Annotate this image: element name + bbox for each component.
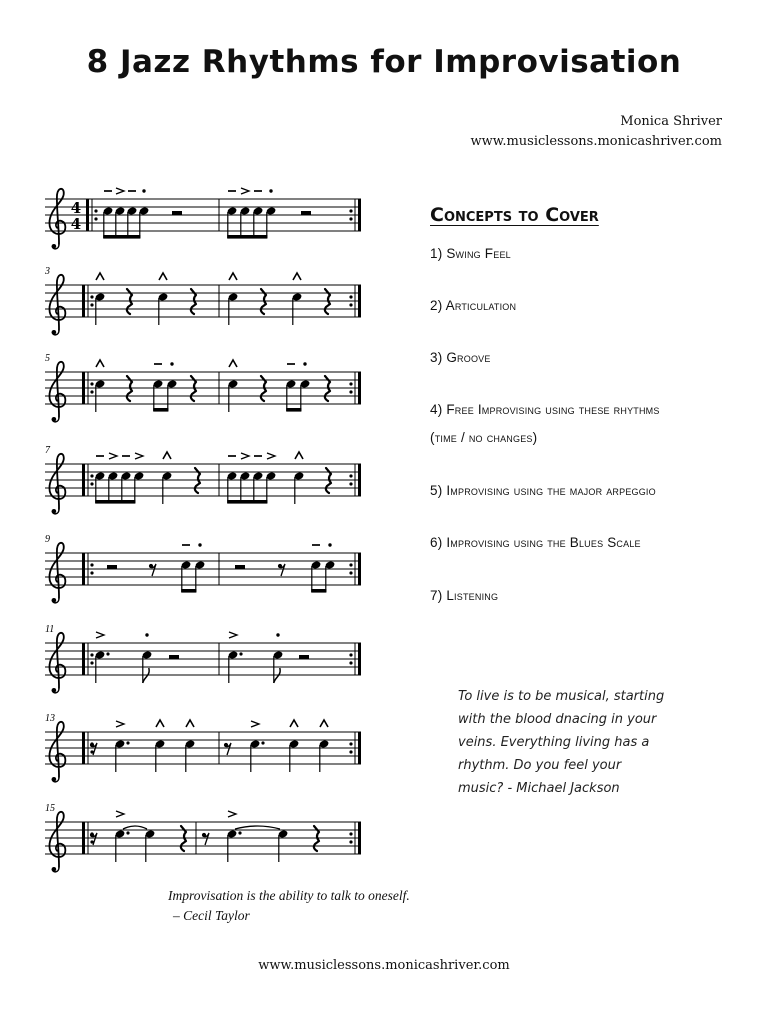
staccato-mark: [198, 543, 201, 546]
repeat-dot: [349, 209, 352, 212]
start-repeat-thick-bar: [82, 464, 85, 496]
end-repeat-thick-bar: [358, 372, 361, 404]
repeat-dot: [349, 742, 352, 745]
half-rest: [169, 655, 179, 659]
repeat-dot: [349, 832, 352, 835]
treble-clef-icon: [49, 454, 65, 514]
repeat-dot: [90, 390, 93, 393]
start-repeat-thick-bar: [82, 553, 85, 585]
cecil-taylor-quote: [168, 886, 410, 926]
treble-clef-body: [49, 362, 65, 417]
staccato-mark: [145, 633, 148, 636]
marcato-mark: [156, 720, 164, 727]
marcato-mark: [290, 720, 298, 727]
marcato-mark: [96, 360, 104, 367]
treble-clef-dot: [52, 244, 57, 249]
quote-line: rhythm. Do you feel your: [458, 758, 622, 773]
staff-5: [45, 534, 361, 603]
treble-clef-body: [49, 275, 65, 330]
treble-clef-icon: [49, 275, 65, 335]
treble-clef-icon: [49, 189, 65, 249]
concept-item-2: 2) Articulation: [430, 298, 517, 313]
treble-clef-dot: [52, 688, 57, 693]
tie: [235, 826, 280, 829]
repeat-dot: [90, 653, 93, 656]
augmentation-dot: [238, 831, 241, 834]
quote-line: To live is to be musical, starting: [458, 689, 665, 704]
treble-clef-dot: [52, 417, 57, 422]
staccato-mark: [170, 362, 173, 365]
treble-clef-icon: [49, 633, 65, 693]
accent-mark: [116, 188, 124, 194]
staff-2: [44, 266, 361, 335]
repeat-dot: [349, 382, 352, 385]
repeat-dot: [90, 474, 93, 477]
quote-line: with the blood dnacing in your: [458, 712, 657, 727]
staff-6: [45, 624, 361, 693]
note-beam: [311, 589, 326, 593]
repeat-dot: [94, 217, 97, 220]
repeat-dot: [349, 563, 352, 566]
michael-jackson-quote: [458, 685, 664, 800]
accent-mark: [96, 632, 104, 638]
footer-url: www.musiclessons.monicashriver.com: [258, 958, 510, 973]
eighth-note: [273, 633, 284, 683]
accent-mark: [228, 811, 236, 817]
repeat-dot: [349, 661, 352, 664]
staff-1: [45, 188, 361, 249]
end-repeat-thick-bar: [358, 732, 361, 764]
staccato-mark: [303, 362, 306, 365]
staccato-mark: [276, 633, 279, 636]
end-repeat-thick-bar: [358, 285, 361, 317]
treble-clef-body: [49, 812, 65, 867]
staccato-mark: [269, 189, 272, 192]
treble-clef-icon: [49, 362, 65, 422]
end-repeat-thick-bar: [358, 553, 361, 585]
marcato-mark: [159, 273, 167, 280]
concept-item-4-continuation: (time / no changes): [430, 430, 538, 445]
repeat-dot: [90, 303, 93, 306]
note-beam: [181, 589, 196, 593]
note-beam: [286, 408, 301, 412]
concept-item-6: 6) Improvising using the Blues Scale: [430, 535, 641, 550]
accent-mark: [251, 721, 259, 727]
marcato-mark: [186, 720, 194, 727]
staccato-mark: [328, 543, 331, 546]
half-rest: [299, 655, 309, 659]
treble-clef-icon: [49, 812, 65, 872]
concepts-heading: Concepts to Cover: [430, 204, 599, 226]
treble-clef-body: [49, 454, 65, 509]
start-repeat-thick-bar: [86, 199, 89, 231]
sheet-music: [0, 0, 380, 880]
repeat-dot: [349, 750, 352, 753]
treble-clef-dot: [52, 330, 57, 335]
treble-clef-icon: [49, 722, 65, 782]
accent-mark: [229, 632, 237, 638]
end-repeat-thick-bar: [358, 643, 361, 675]
repeat-dot: [349, 571, 352, 574]
concept-item-5: 5) Improvising using the major arpeggio: [430, 483, 656, 498]
concept-item-4: 4) Free Improvising using these rhythms: [430, 402, 660, 417]
accent-mark: [241, 453, 249, 459]
staccato-mark: [142, 189, 145, 192]
concept-item-7: 7) Listening: [430, 588, 499, 603]
accent-mark: [109, 453, 117, 459]
marcato-mark: [295, 452, 303, 459]
repeat-dot: [90, 571, 93, 574]
time-signature-top: 4: [70, 199, 82, 217]
measure-number: 13: [45, 713, 55, 724]
augmentation-dot: [106, 652, 109, 655]
marcato-mark: [96, 273, 104, 280]
end-repeat-thick-bar: [358, 822, 361, 854]
augmentation-dot: [126, 831, 129, 834]
measure-number: 3: [45, 266, 50, 277]
author-name: Monica Shriver: [620, 114, 722, 129]
eighth-rest: [202, 833, 209, 845]
half-rest: [235, 565, 245, 569]
eighth-rest: [224, 743, 231, 755]
staff-3: [45, 353, 361, 422]
accent-mark: [116, 811, 124, 817]
start-repeat-thick-bar: [82, 732, 85, 764]
measure-number: 11: [45, 624, 55, 635]
closing-quote-text: Improvisation is the ability to talk to oneself.: [168, 888, 410, 903]
staff-4: [45, 445, 361, 514]
closing-quote-attribution: – Cecil Taylor: [173, 908, 250, 923]
note-beam: [153, 408, 168, 412]
treble-clef-body: [49, 722, 65, 777]
staff-7: [45, 713, 361, 782]
repeat-dot: [349, 653, 352, 656]
measure-number: 7: [45, 445, 50, 456]
note-beam: [95, 500, 135, 504]
measure-number: 5: [45, 353, 50, 364]
repeat-dot: [349, 390, 352, 393]
marcato-mark: [229, 273, 237, 280]
marcato-mark: [293, 273, 301, 280]
treble-clef-dot: [52, 509, 57, 514]
note-beam: [227, 500, 267, 504]
start-repeat-thick-bar: [82, 643, 85, 675]
end-repeat-thick-bar: [358, 199, 361, 231]
repeat-dot: [90, 295, 93, 298]
half-rest: [172, 211, 182, 215]
augmentation-dot: [126, 741, 129, 744]
repeat-dot: [90, 382, 93, 385]
measure-number: 15: [45, 803, 55, 814]
repeat-dot: [349, 303, 352, 306]
treble-clef-body: [49, 633, 65, 688]
repeat-dot: [94, 209, 97, 212]
accent-mark: [267, 453, 275, 459]
repeat-dot: [349, 840, 352, 843]
marcato-mark: [163, 452, 171, 459]
staff-8: [45, 803, 361, 872]
accent-mark: [135, 453, 143, 459]
concept-item-3: 3) Groove: [430, 350, 491, 365]
start-repeat-thick-bar: [82, 285, 85, 317]
measure-number: 9: [45, 534, 50, 545]
augmentation-dot: [239, 652, 242, 655]
treble-clef-dot: [52, 867, 57, 872]
treble-clef-body: [49, 189, 65, 244]
note-beam: [103, 235, 140, 239]
repeat-dot: [90, 482, 93, 485]
start-repeat-thick-bar: [82, 372, 85, 404]
eighth-rest: [149, 564, 156, 576]
repeat-dot: [349, 482, 352, 485]
eighth-note: [142, 633, 153, 683]
marcato-mark: [320, 720, 328, 727]
quote-line: veins. Everything living has a: [458, 735, 650, 750]
treble-clef-dot: [52, 598, 57, 603]
accent-mark: [116, 721, 124, 727]
treble-clef-body: [49, 543, 65, 598]
half-rest: [107, 565, 117, 569]
repeat-dot: [349, 295, 352, 298]
page-title: 8 Jazz Rhythms for Improvisation: [86, 44, 682, 80]
repeat-dot: [349, 474, 352, 477]
note-beam: [227, 235, 267, 239]
eighth-rest: [278, 564, 285, 576]
author-block: [470, 112, 722, 152]
author-website: www.musiclessons.monicashriver.com: [470, 134, 722, 149]
marcato-mark: [229, 360, 237, 367]
half-rest: [301, 211, 311, 215]
augmentation-dot: [261, 741, 264, 744]
repeat-dot: [90, 661, 93, 664]
time-signature-bottom: 4: [70, 215, 82, 233]
repeat-dot: [90, 563, 93, 566]
treble-clef-dot: [52, 777, 57, 782]
end-repeat-thick-bar: [358, 464, 361, 496]
tie: [123, 826, 147, 829]
concept-item-1: 1) Swing Feel: [430, 246, 511, 261]
accent-mark: [241, 188, 249, 194]
treble-clef-icon: [49, 543, 65, 603]
quote-line: music? - Michael Jackson: [458, 781, 620, 796]
start-repeat-thick-bar: [82, 822, 85, 854]
repeat-dot: [349, 217, 352, 220]
